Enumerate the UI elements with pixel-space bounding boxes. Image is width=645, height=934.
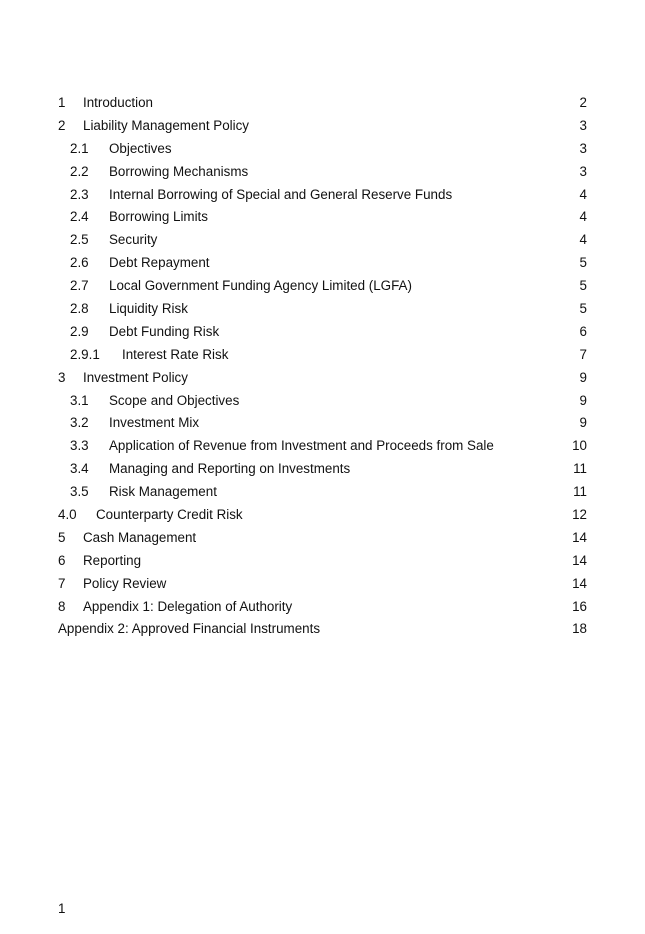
toc-entry-title: Debt Repayment [109, 255, 210, 271]
toc-entry-title: Policy Review [83, 575, 167, 591]
toc-entry-page: 6 [579, 323, 587, 339]
toc-entry-page: 3 [579, 117, 587, 133]
toc-entry-title: Managing and Reporting on Investments [109, 461, 351, 477]
table-of-contents [0, 92, 645, 641]
toc-entry[interactable] [0, 550, 645, 573]
toc-entry-number: 2.9 [70, 323, 89, 339]
toc-entry-number: 2.9.1 [70, 346, 100, 362]
toc-entry-title: Security [109, 232, 158, 248]
toc-entry-page: 10 [572, 438, 587, 454]
toc-entry-page: 3 [579, 140, 587, 156]
toc-entry-title: Interest Rate Risk [122, 346, 229, 362]
toc-entry[interactable] [0, 435, 645, 458]
page-number: 1 [58, 901, 66, 916]
toc-entry-number: 2 [58, 117, 66, 133]
toc-entry[interactable] [0, 206, 645, 229]
toc-entry-title: Liability Management Policy [83, 117, 249, 133]
toc-entry-title: Appendix 1: Delegation of Authority [83, 598, 293, 614]
toc-entry[interactable] [0, 298, 645, 321]
toc-entry[interactable] [0, 412, 645, 435]
toc-entry-number: 2.5 [70, 232, 89, 248]
toc-entry[interactable] [0, 573, 645, 596]
toc-entry-page: 5 [579, 255, 587, 271]
toc-entry-number: 2.7 [70, 278, 89, 294]
toc-entry-number: 2.1 [70, 140, 89, 156]
toc-entry[interactable] [0, 481, 645, 504]
toc-entry[interactable] [0, 367, 645, 390]
toc-entry[interactable] [0, 184, 645, 207]
toc-entry-number: 2.3 [70, 186, 89, 202]
toc-entry-title: Appendix 2: Approved Financial Instruments [58, 621, 321, 637]
toc-entry-number: 3.4 [70, 461, 89, 477]
toc-entry[interactable] [0, 458, 645, 481]
toc-entry-number: 2.2 [70, 163, 89, 179]
toc-entry[interactable] [0, 527, 645, 550]
toc-entry-title: Objectives [109, 140, 172, 156]
toc-entry-title: Scope and Objectives [109, 392, 240, 408]
toc-entry[interactable] [0, 390, 645, 413]
toc-entry-number: 2.8 [70, 301, 89, 317]
toc-entry-title: Investment Policy [83, 369, 188, 385]
toc-entry-title: Application of Revenue from Investment and Proceeds from Sale [109, 438, 494, 454]
toc-entry[interactable] [0, 138, 645, 161]
toc-entry-page: 11 [573, 484, 587, 500]
toc-entry-page: 7 [579, 346, 587, 362]
toc-entry-number: 3.1 [70, 392, 89, 408]
toc-entry[interactable] [0, 229, 645, 252]
toc-entry-title: Borrowing Mechanisms [109, 163, 249, 179]
toc-entry[interactable] [0, 275, 645, 298]
toc-entry-page: 3 [579, 163, 587, 179]
toc-entry-title: Introduction [83, 95, 153, 110]
toc-entry-number: 3.3 [70, 438, 89, 454]
toc-entry[interactable] [0, 92, 645, 115]
toc-entry-title: Risk Management [109, 484, 217, 500]
toc-entry-page: 4 [579, 209, 587, 225]
toc-entry-number: 3 [58, 369, 66, 385]
toc-entry[interactable] [0, 504, 645, 527]
toc-entry[interactable] [0, 596, 645, 619]
toc-entry[interactable] [0, 115, 645, 138]
toc-entry-page: 4 [579, 186, 587, 202]
toc-entry-page: 2 [579, 95, 587, 110]
toc-entry-title: Internal Borrowing of Special and General Reserve Funds [109, 186, 453, 202]
toc-entry-number: 1 [58, 95, 66, 110]
toc-entry[interactable] [0, 618, 645, 641]
toc-entry-page: 18 [572, 621, 587, 637]
toc-entry-page: 4 [579, 232, 587, 248]
toc-entry-page: 14 [572, 552, 587, 568]
toc-entry-page: 9 [579, 392, 587, 408]
toc-entry-page: 11 [573, 461, 587, 477]
toc-entry-page: 9 [579, 415, 587, 431]
toc-entry-number: 2.6 [70, 255, 89, 271]
toc-entry[interactable] [0, 344, 645, 367]
toc-entry-number: 7 [58, 575, 66, 591]
toc-entry[interactable] [0, 321, 645, 344]
toc-entry-title: Investment Mix [109, 415, 200, 431]
toc-entry-number: 5 [58, 529, 66, 545]
toc-entry[interactable] [0, 161, 645, 184]
toc-entry-title: Local Government Funding Agency Limited (LGFA) [109, 278, 412, 294]
toc-entry-page: 5 [579, 301, 587, 317]
toc-entry-page: 14 [572, 529, 587, 545]
toc-entry-title: Borrowing Limits [109, 209, 208, 225]
toc-entry[interactable] [0, 252, 645, 275]
toc-entry-page: 5 [579, 278, 587, 294]
toc-entry-title: Liquidity Risk [109, 301, 188, 317]
toc-entry-page: 9 [579, 369, 587, 385]
toc-entry-number: 3.2 [70, 415, 89, 431]
toc-entry-page: 12 [572, 507, 587, 523]
toc-entry-number: 4.0 [58, 507, 77, 523]
toc-entry-page: 14 [572, 575, 587, 591]
toc-entry-number: 2.4 [70, 209, 89, 225]
toc-entry-number: 3.5 [70, 484, 89, 500]
toc-entry-page: 16 [572, 598, 587, 614]
toc-entry-title: Debt Funding Risk [109, 323, 220, 339]
toc-entry-title: Reporting [83, 552, 142, 568]
toc-entry-number: 6 [58, 552, 66, 568]
toc-entry-title: Cash Management [83, 529, 197, 545]
toc-entry-title: Counterparty Credit Risk [96, 507, 243, 523]
toc-entry-number: 8 [58, 598, 66, 614]
